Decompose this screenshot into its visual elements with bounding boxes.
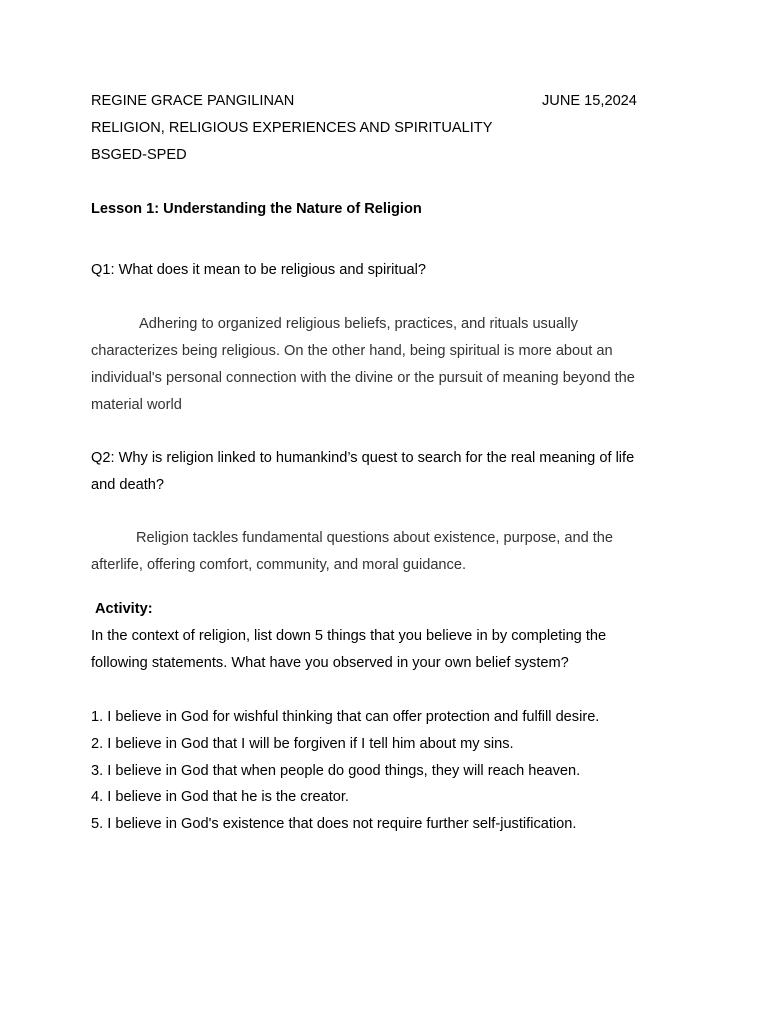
submission-date: JUNE 15,2024 [542, 93, 637, 109]
q2-question-line: and death? [91, 477, 165, 493]
q2-answer-line: Religion tackles fundamental questions about existence, purpose, and the [136, 530, 614, 546]
belief-list-item: 1. I believe in God for wishful thinking that can offer protection and fulfill desire. [91, 709, 600, 725]
q1-answer-line: Adhering to organized religious beliefs, practices, and rituals usually [139, 316, 578, 332]
q2-answer-line: afterlife, offering comfort, community, and moral guidance. [91, 557, 467, 573]
q1-answer-line: characterizes being religious. On the other hand, being spiritual is more about an [91, 343, 613, 359]
q1-question: Q1: What does it mean to be religious and spiritual? [91, 262, 427, 278]
program-name: BSGED-SPED [91, 147, 187, 163]
q1-answer-line: material world [91, 397, 182, 413]
q1-answer-line: individual's personal connection with the divine or the pursuit of meaning beyond the [91, 370, 635, 386]
activity-heading: Activity: [95, 601, 153, 617]
course-title: RELIGION, RELIGIOUS EXPERIENCES AND SPIRITUALITY [91, 120, 493, 136]
q2-question-line: Q2: Why is religion linked to humankind’s quest to search for the real meaning of life [91, 450, 635, 466]
belief-list-item: 5. I believe in God's existence that does not require further self-justification. [91, 816, 577, 832]
belief-list-item: 2. I believe in God that I will be forgiven if I tell him about my sins. [91, 736, 514, 752]
belief-list-item: 3. I believe in God that when people do good things, they will reach heaven. [91, 763, 581, 779]
activity-instruction-line: following statements. What have you observed in your own belief system? [91, 655, 569, 671]
lesson-title: Lesson 1: Understanding the Nature of Religion [91, 201, 422, 217]
activity-instruction-line: In the context of religion, list down 5 things that you believe in by completing the [91, 628, 607, 644]
belief-list-item: 4. I believe in God that he is the creator. [91, 789, 349, 805]
student-name: REGINE GRACE PANGILINAN [91, 93, 295, 109]
